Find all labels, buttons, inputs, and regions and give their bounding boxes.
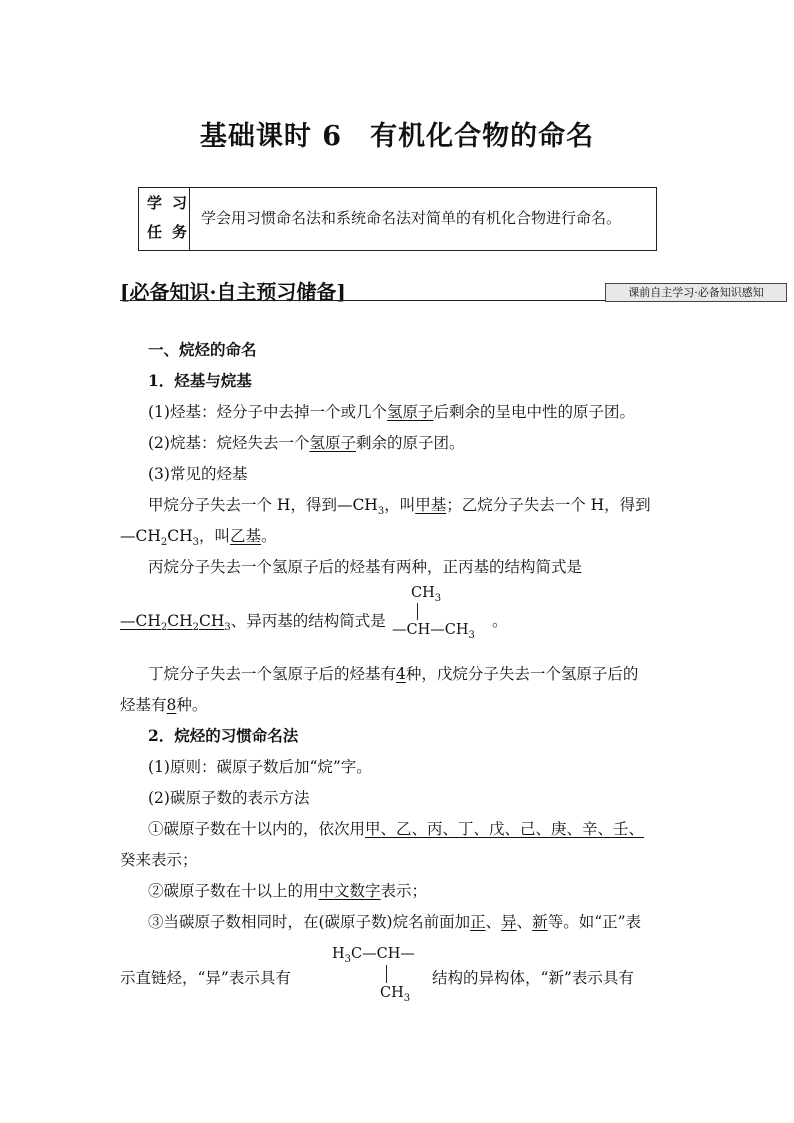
isopropyl-bond (417, 603, 418, 620)
task-label (139, 188, 198, 250)
heading-alkane-naming: 一、烷烃的命名 (148, 340, 257, 359)
subheading-hydrocarbyl: 1．烃基与烷基 (148, 371, 252, 390)
iso-structure-bottom: $CH_3$ (380, 985, 411, 1004)
task-text: 学会用习惯命名法和系统命名法对简单的有机化合物进行命名。 (201, 209, 622, 227)
learning-task-box (138, 187, 657, 251)
isopropyl-main-chain: $—CH—CH_3$ (392, 622, 475, 641)
section-tag: 课前自主学习·必备知识感知 (605, 283, 787, 302)
para-over-ten: ②碳原子数在十以上的用中文数字表示； (148, 882, 428, 900)
page-title: 基础课时 6 有机化合物的命名 (199, 121, 595, 152)
iso-structure-top: $H_3C—CH—$ (332, 946, 415, 965)
para-methyl: 甲烷分子失去一个 H，得到$—CH_3$，叫甲基；乙烷分子失去一个 H，得到 (148, 496, 651, 517)
para-common-groups: (3)常见的烃基 (148, 465, 248, 483)
para-ethyl: $—CH_2CH_3$，叫乙基。 (120, 527, 277, 548)
subheading-common-naming: 2．烷烃的习惯命名法 (148, 726, 299, 745)
isopropyl-top-ch3: $CH_3$ (411, 585, 442, 604)
task-label-top: 学习 (147, 194, 198, 212)
para-pentyl-count: 烃基有8种。 (120, 696, 208, 714)
section-title: [必备知识·自主预习储备] (120, 280, 346, 304)
isopropyl-end-punct: 。 (492, 612, 508, 630)
para-alkyl-def: (2)烷基：烷烃失去一个氢原子剩余的原子团。 (148, 434, 465, 452)
para-isomer-desc-a: 示直链烃，“异”表示具有 (120, 969, 291, 987)
para-carbon-count-method: (2)碳原子数的表示方法 (148, 789, 310, 807)
para-hydrocarbyl-def: (1)烃基：烃分子中去掉一个或几个氢原子后剩余的呈电中性的原子团。 (148, 403, 635, 421)
para-principle: (1)原则：碳原子数后加“烷”字。 (148, 758, 372, 776)
para-isomer-prefix: ③当碳原子数相同时，在(碳原子数)烷名前面加正、异、新等。如“正”表 (148, 913, 642, 931)
section-divider (120, 300, 606, 301)
para-propyl: 丙烷分子失去一个氢原子后的烃基有两种，正丙基的结构简式是 (148, 558, 583, 576)
task-label-bottom: 任务 (147, 223, 198, 241)
para-butyl-pentyl: 丁烷分子失去一个氢原子后的烃基有4种，戊烷分子失去一个氢原子后的 (148, 665, 639, 683)
para-propyl-structures: $—CH_2CH_2CH_3$、异丙基的结构简式是 (120, 612, 386, 633)
para-under-ten: ①碳原子数在十以内的，依次用甲、乙、丙、丁、戊、己、庚、辛、壬、 (148, 820, 645, 838)
iso-structure-bond (386, 965, 387, 983)
para-isomer-desc-b: 结构的异构体，“新”表示具有 (432, 969, 634, 987)
para-under-ten-cont: 癸来表示； (120, 851, 198, 869)
